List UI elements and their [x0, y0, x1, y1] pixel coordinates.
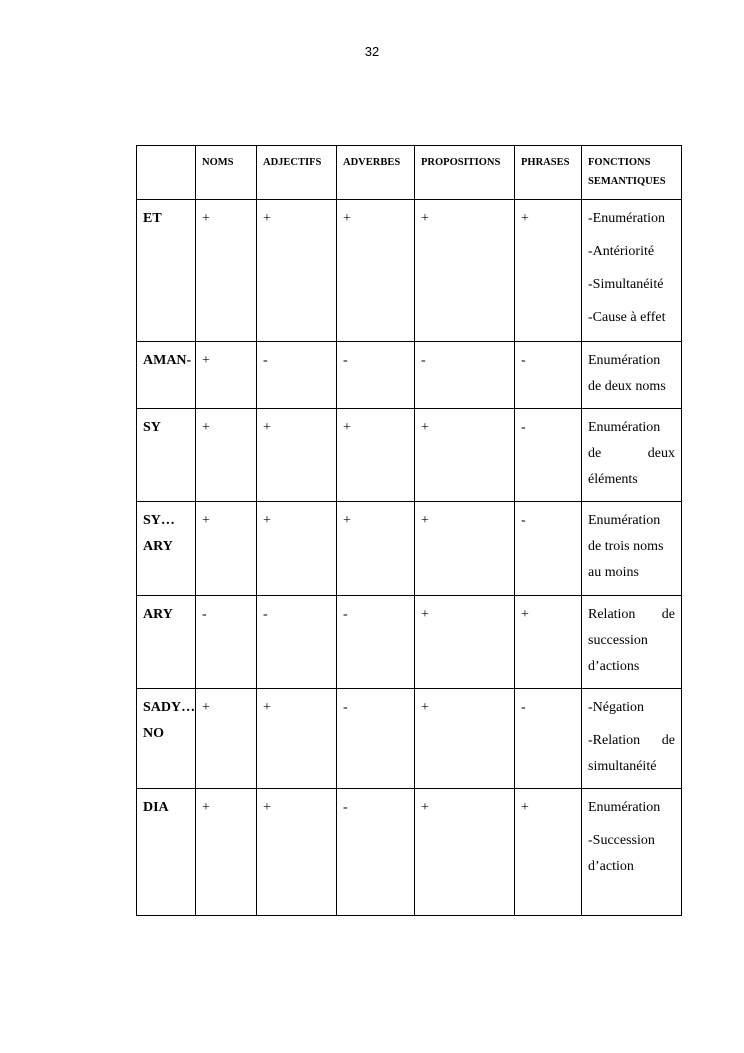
adverbes-cell: - — [337, 789, 415, 916]
table-row — [137, 789, 682, 916]
fonction-item: -Succession d’action — [588, 833, 655, 874]
adjectifs-cell: + — [257, 502, 337, 596]
fonction-item: -Cause à effet — [588, 310, 666, 325]
fonctions-cell — [582, 689, 682, 789]
propositions-cell: + — [415, 502, 515, 596]
adverbes-cell: - — [337, 342, 415, 409]
phrases-cell: + — [515, 596, 582, 689]
phrases-cell: - — [515, 502, 582, 596]
fonctions-cell — [582, 200, 682, 342]
phrases-cell: + — [515, 789, 582, 916]
noms-cell: + — [196, 409, 257, 502]
propositions-cell: - — [415, 342, 515, 409]
table-row — [137, 409, 682, 502]
adverbes-cell: + — [337, 409, 415, 502]
connector-cell: ARY — [137, 596, 196, 689]
fonctions-cell — [582, 789, 682, 916]
noms-cell: + — [196, 342, 257, 409]
adjectifs-cell: + — [257, 789, 337, 916]
fonctions-cell — [582, 342, 682, 409]
noms-cell: + — [196, 502, 257, 596]
connector-cell: ET — [137, 200, 196, 342]
propositions-cell: + — [415, 409, 515, 502]
adverbes-cell: - — [337, 596, 415, 689]
noms-cell: - — [196, 596, 257, 689]
fonction-item: -Relation de simultanéité — [588, 733, 675, 774]
connector-cell: SADY…NO — [137, 689, 196, 789]
fonction-item: Relation de succession d’actions — [588, 607, 675, 674]
adjectifs-cell: + — [257, 409, 337, 502]
adverbes-cell: - — [337, 689, 415, 789]
phrases-cell: - — [515, 689, 582, 789]
fonction-item: -Négation — [588, 700, 644, 715]
fonction-item: -Simultanéité — [588, 277, 664, 292]
table-header-row — [137, 146, 682, 200]
connector-cell: SY…ARY — [137, 502, 196, 596]
adverbes-cell: + — [337, 502, 415, 596]
table-row — [137, 502, 682, 596]
header-adverbes: ADVERBES — [337, 146, 415, 200]
adjectifs-cell: - — [257, 596, 337, 689]
fonctions-cell — [582, 596, 682, 689]
fonction-item: Enumération — [588, 800, 661, 815]
propositions-cell: + — [415, 596, 515, 689]
connector-cell: AMAN- — [137, 342, 196, 409]
table-row — [137, 596, 682, 689]
table-row — [137, 342, 682, 409]
adjectifs-cell: - — [257, 342, 337, 409]
noms-cell: + — [196, 200, 257, 342]
connector-cell: SY — [137, 409, 196, 502]
fonctions-cell — [582, 502, 682, 596]
phrases-cell: - — [515, 409, 582, 502]
header-phrases: PHRASES — [515, 146, 582, 200]
table-row — [137, 689, 682, 789]
fonction-item: -Enumération — [588, 211, 665, 226]
fonction-item: Enumération de deux éléments — [588, 420, 675, 487]
header-noms: NOMS — [196, 146, 257, 200]
noms-cell: + — [196, 789, 257, 916]
header-empty — [137, 146, 196, 200]
fonction-item: Enumération de trois noms au moins — [588, 513, 664, 580]
header-propositions: PROPOSITIONS — [415, 146, 515, 200]
fonctions-cell — [582, 409, 682, 502]
phrases-cell: + — [515, 200, 582, 342]
page-number: 32 — [364, 44, 380, 59]
adverbes-cell: + — [337, 200, 415, 342]
propositions-cell: + — [415, 789, 515, 916]
connector-cell: DIA — [137, 789, 196, 916]
header-adjectifs: ADJECTIFS — [257, 146, 337, 200]
noms-cell: + — [196, 689, 257, 789]
adjectifs-cell: + — [257, 200, 337, 342]
fonction-item: Enumération de deux noms — [588, 353, 666, 394]
table-row — [137, 200, 682, 342]
header-fonctions-semantiques: FONCTIONS SEMANTIQUES — [582, 146, 682, 200]
connectors-table — [136, 145, 682, 916]
fonction-item: -Antériorité — [588, 244, 655, 259]
adjectifs-cell: + — [257, 689, 337, 789]
phrases-cell: - — [515, 342, 582, 409]
propositions-cell: + — [415, 689, 515, 789]
propositions-cell: + — [415, 200, 515, 342]
